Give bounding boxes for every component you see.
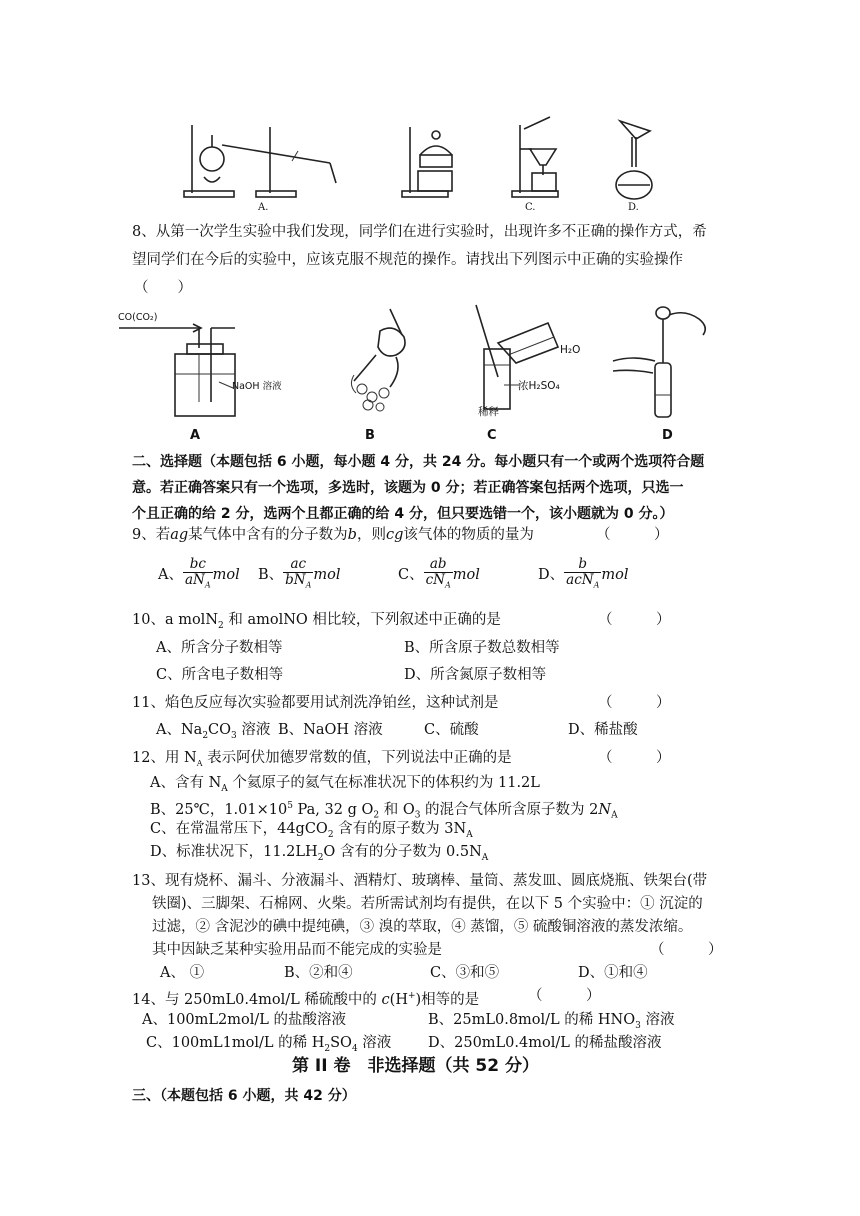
q12-option-b-pre: B、25℃，1.01×10 (150, 801, 288, 818)
q9-option-b-num: ac (290, 556, 307, 572)
fig-caption-c: C (487, 428, 497, 443)
apparatus-label-a: A. (258, 202, 269, 213)
section3-heading: 三、（本题包括 6 小题，共 42 分） (132, 1088, 356, 1104)
q12-option-b-sub3: A (611, 810, 618, 821)
q9-option-d-label: D、 (538, 566, 565, 583)
q11-stem: 11、焰色反应每次实验都要用试剂洗净铂丝，这种试剂是 (132, 695, 499, 711)
q12-stem (132, 748, 512, 774)
q10-option-c: C、所含电子数相等 (156, 667, 284, 683)
q9-option-c-fraction (424, 557, 453, 593)
q9-option-a-unit: mol (212, 566, 240, 583)
q14-stem-a: 14、与 250mL0.4mol/L 稀硫酸中的 (132, 991, 382, 1008)
q14-option-a: A、100mL2mol/L 的盐酸溶液 (142, 1012, 346, 1028)
q9-option-d-fraction (564, 557, 601, 593)
apparatus-label-c: C. (525, 202, 536, 213)
q9-option-c-unit: mol (452, 566, 480, 583)
q9-option-c-den: cN (425, 572, 445, 588)
q14-option-b-sub: 3 (635, 1020, 641, 1031)
q14-option-b-pre: B、25mL0.8mol/L 的稀 HNO (428, 1012, 636, 1028)
q10-stem-b: 和 amolNO 相比较，下列叙述中正确的是 (223, 612, 501, 628)
q8-line1: 8、从第一次学生实验中我们发现，同学们在进行实验时，出现许多不正确的操作方式，希 (132, 224, 707, 240)
q8-answer-blank: （ ） (134, 280, 192, 296)
q13-option-c: C、③和⑤ (430, 965, 500, 981)
q10-answer-blank: （ ） (598, 612, 671, 628)
q12-option-b-sub2: 3 (414, 810, 421, 821)
q13-option-a: A、 ① (160, 965, 205, 981)
q12-option-a-sub: A (221, 783, 228, 794)
q12-option-d-sub1: 2 (317, 852, 324, 863)
q13-option-b: B、②和④ (284, 965, 353, 981)
q14-stem-sup: + (407, 991, 416, 1001)
q14-option-c-pre: C、100mL1mol/L 的稀 H (146, 1035, 325, 1051)
fig-caption-b: B (365, 428, 375, 443)
q11-answer-blank: （ ） (598, 695, 671, 711)
q12-option-b-mid1: Pa, 32 g O (292, 801, 374, 818)
q12-option-b-mid3: 的混合气体所含原子数为 2 (420, 801, 599, 818)
q9-option-a (158, 557, 240, 593)
q9-option-b-label: B、 (258, 566, 284, 583)
q9-b: b (347, 527, 357, 543)
q9-option-c (398, 557, 480, 593)
q9-answer-blank: （ ） (596, 527, 669, 543)
q12-option-c-sub1: 2 (327, 829, 334, 840)
q13-answer-blank: （ ） (650, 942, 723, 958)
q12-option-b-sup: 5 (287, 801, 293, 811)
apparatus-label-d: D. (628, 202, 639, 213)
fig-a-naoh-label: NaOH 溶液 (232, 381, 282, 392)
q9-option-b (258, 557, 341, 593)
q13-option-d: D、①和④ (578, 965, 648, 981)
section2-line3: 个且正确的给 2 分，选两个且都正确的给 4 分，但只要选错一个，该小题就为 0 分。） (132, 506, 674, 522)
q9-ag: ag (170, 527, 189, 543)
fig-d-dropper (605, 303, 720, 423)
q9-stem-b: 某气体中含有的分子数为 (188, 527, 348, 543)
q9-option-c-sub: A (444, 580, 451, 590)
q9-stem-c: ，则 (356, 527, 386, 543)
q9-cg: cg (385, 527, 404, 543)
q10-stem (132, 610, 501, 636)
q11-option-d: D、稀盐酸 (568, 722, 638, 738)
q12-option-d-pre: D、标准状况下，11.2LH (150, 844, 318, 860)
q13-line4: 其中因缺乏某种实验用品而不能完成的实验是 (152, 942, 442, 958)
q14-stem-d: )相等的是 (415, 991, 480, 1008)
q10-stem-a: 10、a molN (132, 612, 219, 628)
q12-stem-b: 表示阿伏加德罗常数的值，下列说法中正确的是 (202, 750, 512, 766)
q10-option-b: B、所含原子数总数相等 (404, 640, 560, 656)
q12-option-c (150, 819, 473, 845)
q11-option-c: C、硫酸 (424, 722, 479, 738)
q11-option-a-pre: A、Na (156, 722, 203, 738)
fig-caption-a: A (190, 428, 201, 443)
q9-option-c-label: C、 (398, 566, 424, 583)
fig-c-dilute-label: 稀释 (478, 406, 499, 418)
q12-stem-sub: A (196, 758, 203, 768)
q12-option-a-post: 个氦原子的氦气在标准状况下的体积约为 11.2L (227, 775, 540, 791)
q12-option-c-pre: C、在常温常压下，44gCO (150, 821, 328, 837)
q9-option-d (538, 557, 628, 593)
q14-option-c-sub2: 4 (351, 1043, 358, 1054)
q12-option-a-pre: A、含有 N (150, 775, 222, 791)
q13-line1: 13、现有烧杯、漏斗、分液漏斗、酒精灯、玻璃棒、量筒、蒸发皿、圆底烧瓶、铁架台(带 (132, 873, 708, 889)
q12-option-d-mid: O 含有的分子数为 0.5N (323, 844, 482, 860)
fig-c-acid-label: 浓H₂SO₄ (518, 380, 560, 392)
section2-line1: 二、选择题（本题包括 6 小题，每小题 4 分，共 24 分。每小题只有一个或两个选项符合题 (132, 454, 705, 470)
apparatus-b-sublimation (402, 127, 452, 197)
q9-option-a-fraction (183, 557, 213, 593)
q12-option-b-n: N (598, 801, 612, 818)
q14-option-b-post: 溶液 (640, 1012, 675, 1028)
q10-stem-sub: 2 (218, 620, 224, 631)
q9-option-d-num: b (578, 556, 588, 572)
q13-line3: 过滤，② 含泥沙的碘中提纯碘，③ 溴的萃取，④ 蒸馏，⑤ 硫酸铜溶液的蒸发浓缩。 (152, 919, 693, 935)
q14-option-c-post: 溶液 (357, 1035, 392, 1051)
q9-option-b-sub: A (305, 580, 312, 590)
q11-option-a-post: 溶液 (236, 722, 271, 738)
q14-stem (132, 986, 479, 1010)
q9-option-d-den: acN (566, 572, 594, 588)
q14-option-c-sub1: 2 (324, 1043, 331, 1054)
q9-option-b-fraction (283, 557, 313, 593)
q11-option-a-sub2: 3 (231, 730, 237, 741)
q9-stem-d: 该气体的物质的量为 (403, 527, 534, 543)
q14-option-c-mid: SO (330, 1035, 352, 1051)
q9-option-a-num: bc (189, 556, 206, 572)
q12-option-b-sub1: 2 (373, 810, 380, 821)
q9-option-a-den: aN (184, 572, 205, 588)
q14-answer-blank: （ ） (528, 988, 601, 1004)
fig-c-water-label: H₂O (560, 344, 581, 356)
q10-option-d: D、所含氮原子数相等 (404, 667, 547, 683)
q13-line2: 铁圈)、三脚架、石棉网、火柴。若所需试剂均有提供，在以下 5 个实验中：① 沉淀的 (152, 896, 703, 912)
q12-option-d-sub2: A (481, 852, 489, 863)
q9-option-a-sub: A (204, 580, 211, 590)
q9-option-a-label: A、 (158, 566, 183, 583)
apparatus-a-distillation (184, 125, 336, 197)
q12-option-b-mid2: 和 O (379, 801, 415, 818)
apparatus-c-filtration (512, 117, 558, 197)
q9-option-b-den: bN (285, 572, 306, 588)
q9-option-d-sub: A (593, 580, 600, 590)
part2-title: 第 II 卷 非选择题（共 52 分） (292, 1056, 539, 1076)
q12-stem-a: 12、用 N (132, 750, 197, 766)
q12-option-c-mid: 含有的原子数为 3N (333, 821, 467, 837)
q12-option-d (150, 842, 488, 868)
section2-line2: 意。若正确答案只有一个选项，多选时，该题为 0 分；若正确答案包括两个选项，只选一 (132, 480, 684, 496)
q11-option-a-mid: CO (208, 722, 232, 738)
fig-a-gas-label: CO(CO₂) (118, 312, 158, 323)
q8-line2: 望同学们在今后的实验中，应该克服不规范的操作。请找出下列图示中正确的实验操作 (132, 252, 683, 268)
fig-a-gas-washing-bottle (115, 322, 295, 422)
q12-answer-blank: （ ） (598, 750, 671, 766)
q12-option-a (150, 773, 540, 799)
q14-stem-c: c (381, 991, 390, 1008)
apparatus-d-volumetric-flask (616, 121, 652, 199)
q11-option-b: B、NaOH 溶液 (278, 722, 383, 738)
q12-option-c-sub2: A (466, 829, 473, 840)
q14-stem-b: (H (389, 991, 408, 1008)
q9-option-c-num: ab (429, 556, 447, 572)
q9-stem (132, 525, 534, 545)
q9-stem-a: 9、若 (132, 527, 171, 543)
fig-caption-d: D (662, 428, 673, 443)
q9-option-d-unit: mol (601, 566, 629, 583)
q10-option-a: A、所含分子数相等 (156, 640, 283, 656)
q9-option-b-unit: mol (313, 566, 341, 583)
fig-c-dilution (468, 303, 588, 418)
q11-option-a (156, 720, 270, 746)
fig-b-hand-operation (340, 305, 430, 420)
q14-option-b (428, 1010, 674, 1036)
q14-option-d: D、250mL0.4mol/L 的稀盐酸溶液 (428, 1035, 662, 1051)
q11-option-a-sub1: 2 (202, 730, 209, 741)
